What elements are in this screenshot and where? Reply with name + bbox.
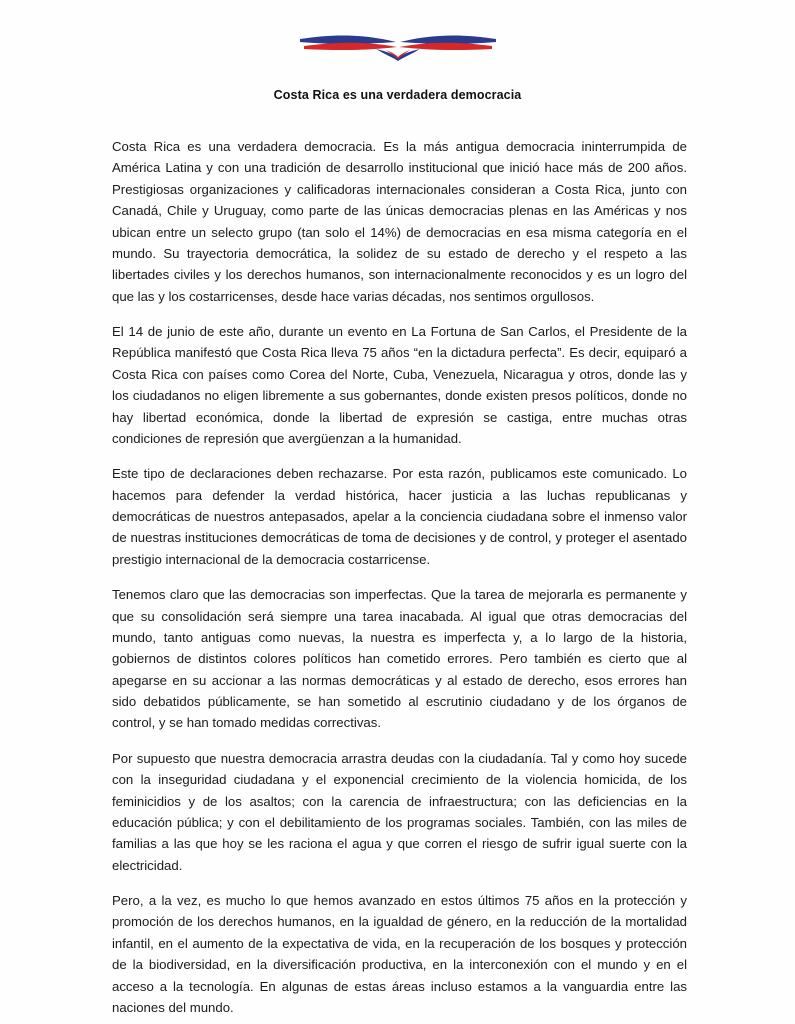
paragraph: Por supuesto que nuestra democracia arrastra deudas con la ciudadanía. Tal y como hoy sucede con la inseguridad ciudadana y el exponencial crecimiento de la violencia homicida, de los feminicidios y de los asaltos; con la carencia de infraestructura; con las deficiencias en la educación pública; y con el debilitamiento de los programas sociales. También, con las miles de familias a las que hoy se les raciona el agua y que corren el riesgo de sufrir igual suerte con la electricidad. bbox=[112, 750, 687, 873]
document-body bbox=[0, 136, 795, 1018]
page-title: Costa Rica es una verdadera democracia bbox=[273, 88, 522, 102]
paragraph: Tenemos claro que las democracias son imperfectas. Que la tarea de mejorarla es permanente y que su consolidación será siempre una tarea inacabada. Al igual que otras democracias del mundo, tanto antiguas como nuevas, la nuestra es imperfecta y, a lo largo de la historia, gobiernos de distintos colores políticos han cometido errores. Pero también es cierto que al apegarse en su accionar a las normas democráticas y al estado de derecho, esos errores han sido debatidos públicamente, se han sometido al escrutinio ciudadano y de los órganos de control, y se han tomado medidas correctivas. bbox=[112, 587, 687, 731]
paragraph: El 14 de junio de este año, durante un evento en La Fortuna de San Carlos, el Presidente de la República manifestó que Costa Rica lleva 75 años “en la dictadura perfecta”. Es decir, equiparó a Costa Rica con países como Corea del Norte, Cuba, Venezuela, Nicaragua y otros, donde las y los ciudadanos no eligen libremente a sus gobernantes, donde existen presos políticos, donde no hay libertad económica, donde la libertad de expresión se castiga, entre muchas otras condiciones de represión que avergüenzan a la humanidad. bbox=[112, 324, 687, 446]
paragraph: Este tipo de declaraciones deben rechazarse. Por esta razón, publicamos este comunicado. Lo hacemos para defender la verdad histórica, hacer justicia a las luchas republicanas y democráticas de nuestros antepasados, apelar a la conciencia ciudadana sobre el inmenso valor de nuestras instituciones democráticas de toma de decisiones y de control, y proteger el asentado prestigio internacional de la democracia costarricense. bbox=[112, 466, 687, 567]
paragraph: Costa Rica es una verdadera democracia. Es la más antigua democracia ininterrumpida de América Latina y con una tradición de desarrollo institucional que inició hace más de 200 años. Prestigiosas organizaciones y calificadoras internacionales consideran a Costa Rica, junto con Canadá, Chile y Uruguay, como parte de las únicas democracias plenas en las Américas y nos ubican entre un selecto grupo (tan solo el 14%) de democracias en esa misma categoría en el mundo. Su trayectoria democrática, la solidez de su estado de derecho y el respeto a las libertades civiles y los derechos humanos, son internacionalmente reconocidos y es un logro del que las y los costarricenses, desde hace varias décadas, nos sentimos orgullosos. bbox=[112, 139, 687, 304]
paragraph: Pero, a la vez, es mucho lo que hemos avanzado en estos últimos 75 años en la protección y promoción de los derechos humanos, en la igualdad de género, en la reducción de la mortalidad infantil, en el aumento de la expectativa de vida, en la recuperación de los bosques y protección de la biodiversidad, en la diversificación productiva, en la interconexión con el mundo y en el acceso a la tecnología. En algunas de estas áreas incluso estamos a la vanguardia entre las naciones del mundo. bbox=[112, 893, 687, 1015]
flag-ribbon-logo bbox=[298, 25, 498, 65]
letterhead bbox=[0, 0, 795, 60]
